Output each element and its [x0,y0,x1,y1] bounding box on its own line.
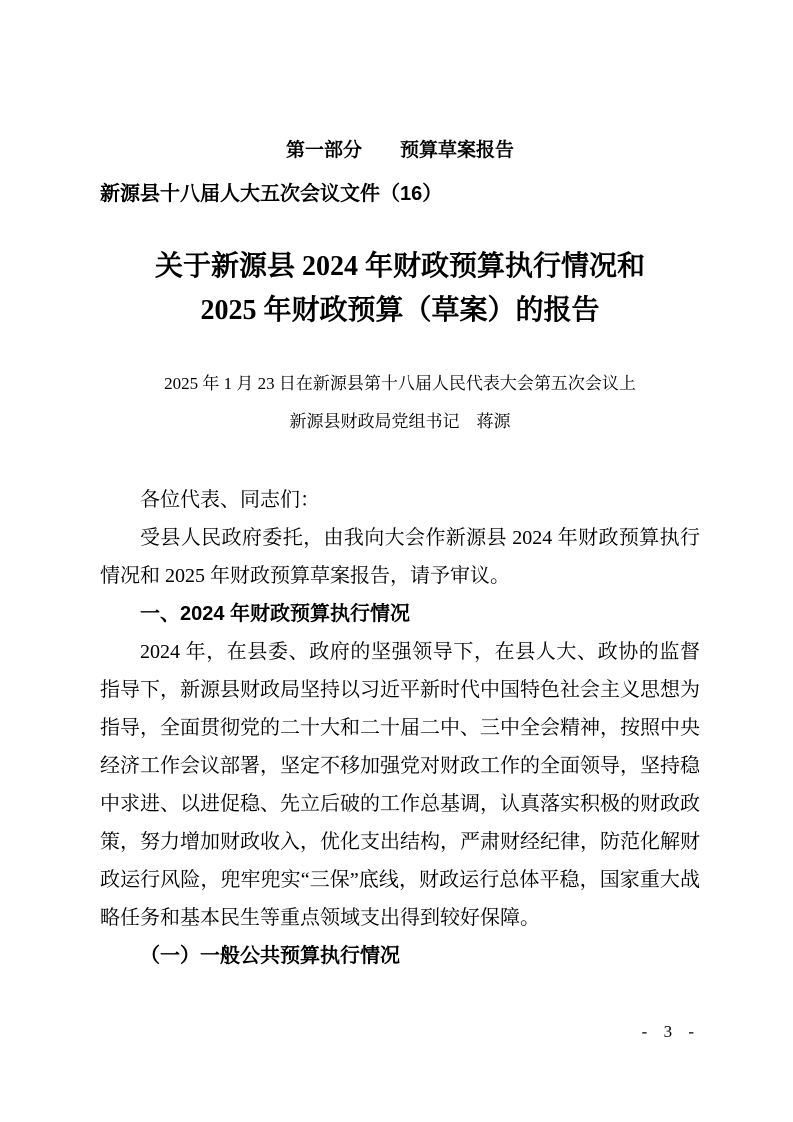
page-title [100,245,700,333]
page-title-line1: 关于新源县 2024 年财政预算执行情况和 [154,251,645,282]
document-content [100,0,700,975]
paragraph-2024-overview: 2024 年，在县委、政府的坚强领导下，在县人大、政协的监督指导下，新源县财政局坚持以习近平新时代中国特色社会主义思想为指导，全面贯彻党的二十大和二十届二中、三中全会精神，按照中央经济工作会议部署，坚定不移加强党对财政工作的全面领导，坚持稳中求进、以进促稳、先立后破的工作总基调，认真落实积极的财政政策，努力增加财政收入，优化支出结构，严肃财经纪律，防范化解财政运行风险，兜牢兜实“三保”底线，财政运行总体平稳，国家重大战略任务和基本民生等重点领域支出得到较好保障。 [100,641,700,929]
subsection-heading-1-1: （一）一般公共预算执行情况 [140,945,400,967]
meeting-line: 2025 年 1 月 23 日在新源县第十八届人民代表大会第五次会议上 [164,374,636,393]
speaker-line: 新源县财政局党组书记 蒋源 [289,412,511,431]
paragraph-intro: 受县人民政府委托，由我向大会作新源县 2024 年财政预算执行情况和 2025 年财政预算草案报告，请予审议。 [100,527,700,587]
part-header: 第一部分 预算草案报告 [285,140,514,161]
document-body [100,481,700,975]
page-title-line2: 2025 年财政预算（草案）的报告 [200,295,600,326]
salutation: 各位代表、同志们： [140,489,320,511]
doc-label: 新源县十八届人大五次会议文件（16） [100,183,443,205]
page-number: - 3 - [641,1022,700,1041]
section-heading-1: 一、2024 年财政预算执行情况 [140,603,411,625]
